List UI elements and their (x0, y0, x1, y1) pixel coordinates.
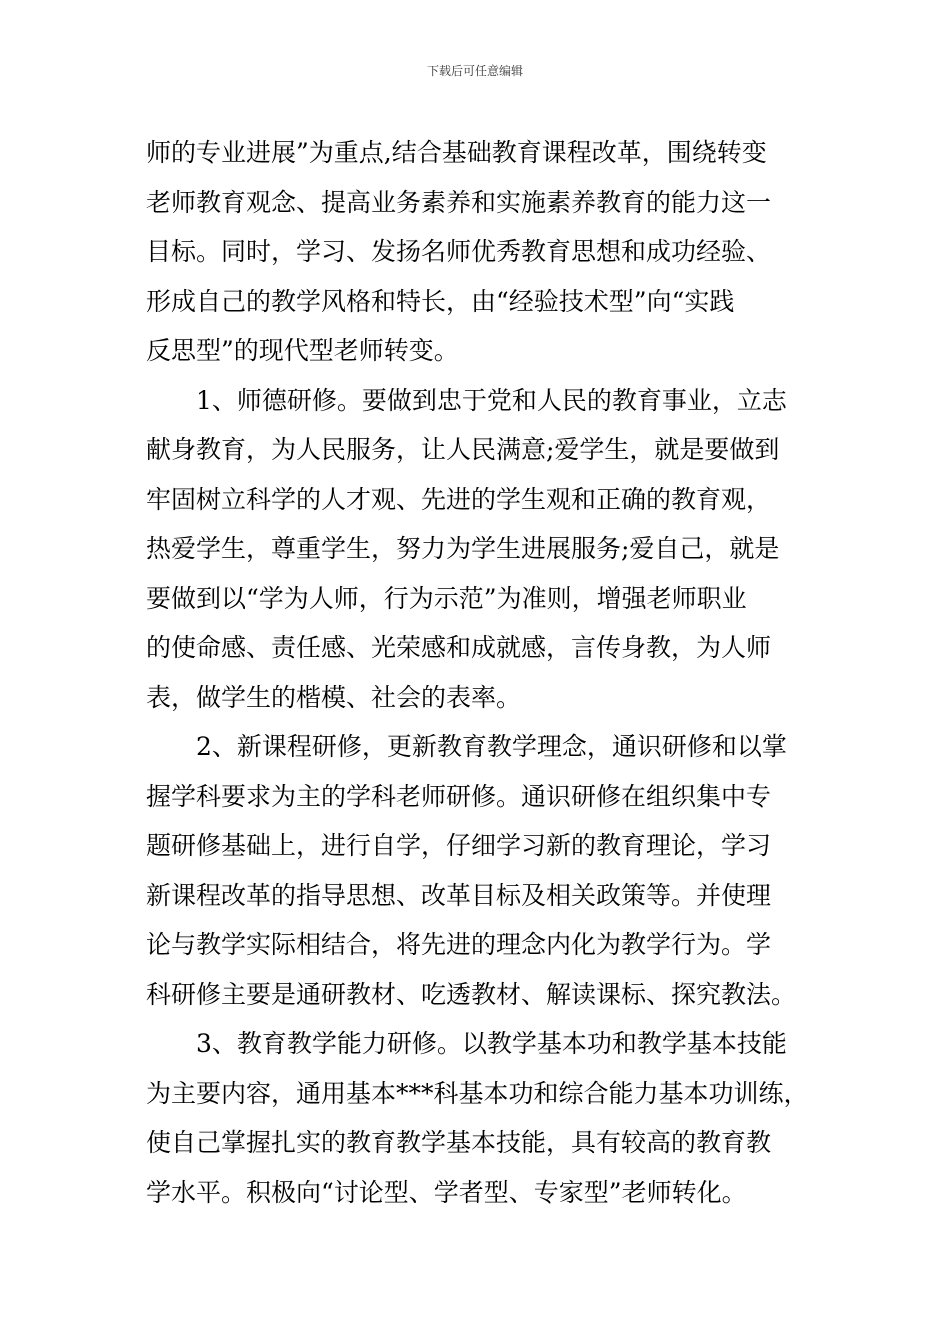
text-line: 握学科要求为主的学科老师研修。通识研修在组织集中专 (146, 781, 772, 811)
text-line: 要做到以“学为人师，行为示范”为准则，增强老师职业 (146, 583, 747, 613)
text-line: 3、教育教学能力研修。以教学基本功和教学基本技能 (196, 1029, 787, 1058)
text-line: 老师教育观念、提高业务素养和实施素养教育的能力这一 (146, 187, 772, 217)
text-line: 目标。同时，学习、发扬名师优秀教育思想和成功经验、 (146, 237, 772, 266)
text-line: 的使命感、责任感、光荣感和成就感，言传身教，为人师 (146, 633, 772, 662)
text-line: 献身教育，为人民服务，让人民满意;爱学生，就是要做到 (146, 435, 780, 464)
body-text (146, 128, 826, 1217)
text-line: 论与教学实际相结合，将先进的理念内化为教学行为。学 (146, 930, 772, 959)
text-line: 表，做学生的楷模、社会的表率。 (146, 682, 522, 712)
text-line: 1、师德研修。要做到忠于党和人民的教育事业，立志 (196, 385, 787, 415)
text-line: 牢固树立科学的人才观、先进的学生观和正确的教育观， (146, 484, 772, 514)
text-line: 形成自己的教学风格和特长，由“经验技术型”向“实践 (146, 286, 735, 316)
text-line: 2、新课程研修，更新教育教学理念，通识研修和以掌 (196, 732, 787, 761)
text-line: 使自己掌握扎实的教育教学基本技能，具有较高的教育教 (146, 1128, 772, 1157)
text-line: 为主要内容，通用基本***科基本功和综合能力基本功训练， (146, 1078, 809, 1108)
text-line: 反思型”的现代型老师转变。 (146, 336, 459, 365)
text-line: 学水平。积极向“讨论型、学者型、专家型”老师转化。 (146, 1177, 747, 1207)
text-line: 新课程改革的指导思想、改革目标及相关政策等。并使理 (146, 880, 772, 910)
text-line: 科研修主要是通研教材、吃透教材、解读课标、探究教法。 (146, 979, 797, 1009)
text-line: 师的专业进展”为重点,结合基础教育课程改革，围绕转变 (146, 138, 767, 167)
text-line: 热爱学生，尊重学生，努力为学生进展服务;爱自己，就是 (146, 534, 780, 563)
text-line: 题研修基础上，进行自学，仔细学习新的教育理论，学习 (146, 831, 772, 860)
page-header: 下载后可任意编辑 (426, 64, 523, 78)
